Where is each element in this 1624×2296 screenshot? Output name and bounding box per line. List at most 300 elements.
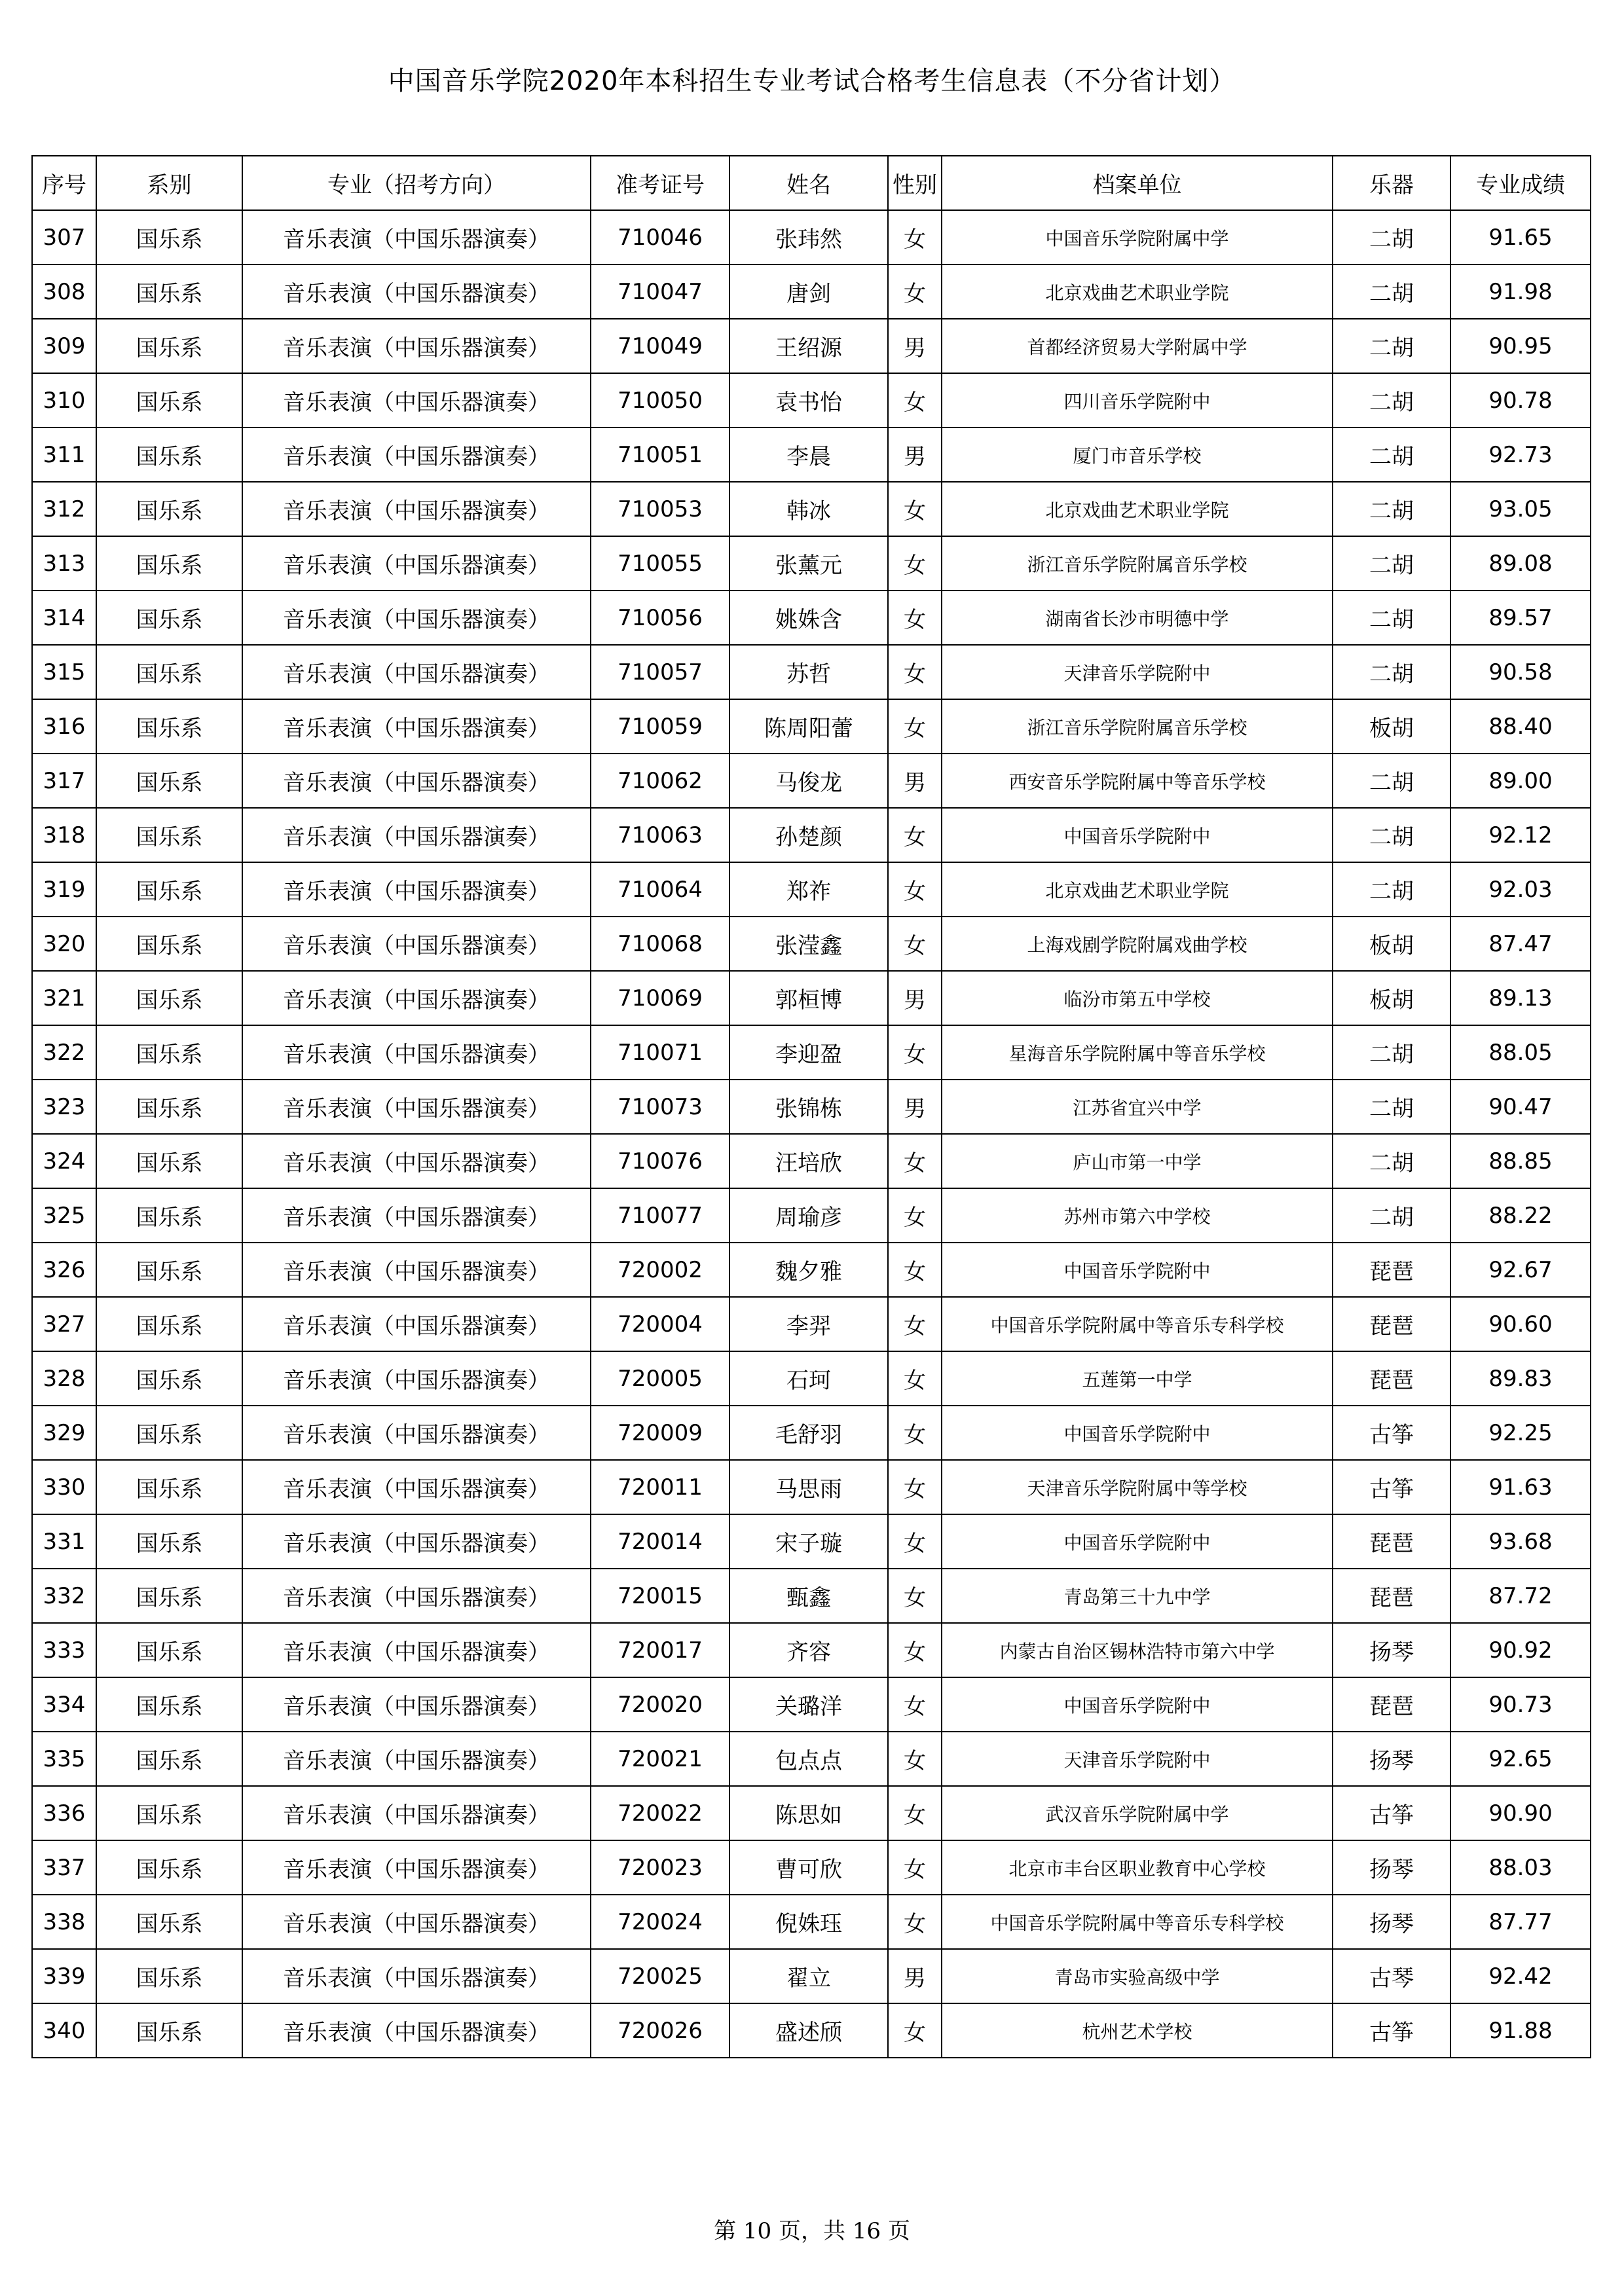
score-cell: 89.13 xyxy=(1450,971,1591,1025)
score-cell: 88.05 xyxy=(1450,1025,1591,1080)
instrument-cell: 扬琴 xyxy=(1333,1623,1450,1677)
major-cell: 音乐表演（中国乐器演奏） xyxy=(242,210,591,264)
exam-number-cell: 710073 xyxy=(591,1080,729,1134)
major-cell: 音乐表演（中国乐器演奏） xyxy=(242,1080,591,1134)
row-index-cell: 318 xyxy=(32,808,96,862)
gender-cell: 女 xyxy=(888,591,942,645)
name-cell: 李迎盈 xyxy=(729,1025,888,1080)
row-index-cell: 338 xyxy=(32,1895,96,1949)
exam-number-cell: 720011 xyxy=(591,1460,729,1514)
exam-number-cell: 720020 xyxy=(591,1677,729,1732)
exam-number-cell: 710071 xyxy=(591,1025,729,1080)
gender-cell: 女 xyxy=(888,1514,942,1569)
gender-cell: 女 xyxy=(888,917,942,971)
department-cell: 国乐系 xyxy=(96,645,242,699)
gender-cell: 女 xyxy=(888,264,942,319)
major-cell: 音乐表演（中国乐器演奏） xyxy=(242,319,591,373)
department-cell: 国乐系 xyxy=(96,754,242,808)
instrument-cell: 古琴 xyxy=(1333,1949,1450,2003)
department-cell: 国乐系 xyxy=(96,591,242,645)
name-cell: 包点点 xyxy=(729,1732,888,1786)
gender-cell: 女 xyxy=(888,1677,942,1732)
row-index-cell: 307 xyxy=(32,210,96,264)
score-cell: 90.95 xyxy=(1450,319,1591,373)
row-index-cell: 312 xyxy=(32,482,96,536)
score-cell: 92.25 xyxy=(1450,1406,1591,1460)
exam-number-cell: 720025 xyxy=(591,1949,729,2003)
archive-unit-cell: 中国音乐学院附中 xyxy=(942,1514,1333,1569)
instrument-cell: 二胡 xyxy=(1333,482,1450,536)
name-cell: 姚姝含 xyxy=(729,591,888,645)
exam-number-cell: 720005 xyxy=(591,1351,729,1406)
instrument-cell: 古筝 xyxy=(1333,1406,1450,1460)
archive-unit-cell: 天津音乐学院附中 xyxy=(942,645,1333,699)
archive-unit-cell: 江苏省宜兴中学 xyxy=(942,1080,1333,1134)
row-index-cell: 322 xyxy=(32,1025,96,1080)
table-row xyxy=(32,536,1591,591)
table-row xyxy=(32,917,1591,971)
department-cell: 国乐系 xyxy=(96,1514,242,1569)
major-cell: 音乐表演（中国乐器演奏） xyxy=(242,264,591,319)
gender-cell: 女 xyxy=(888,808,942,862)
instrument-cell: 板胡 xyxy=(1333,917,1450,971)
exam-number-cell: 710050 xyxy=(591,373,729,428)
name-cell: 陈周阳蕾 xyxy=(729,699,888,754)
department-cell: 国乐系 xyxy=(96,319,242,373)
name-cell: 张玮然 xyxy=(729,210,888,264)
table-row xyxy=(32,1297,1591,1351)
major-cell: 音乐表演（中国乐器演奏） xyxy=(242,1949,591,2003)
header-cell-name: 姓名 xyxy=(729,156,888,210)
table-row xyxy=(32,1351,1591,1406)
department-cell: 国乐系 xyxy=(96,917,242,971)
score-cell: 93.05 xyxy=(1450,482,1591,536)
instrument-cell: 琵琶 xyxy=(1333,1677,1450,1732)
exam-number-cell: 720002 xyxy=(591,1243,729,1297)
header-row xyxy=(32,156,1591,210)
archive-unit-cell: 北京戏曲艺术职业学院 xyxy=(942,482,1333,536)
exam-number-cell: 710062 xyxy=(591,754,729,808)
name-cell: 袁书怡 xyxy=(729,373,888,428)
major-cell: 音乐表演（中国乐器演奏） xyxy=(242,1895,591,1949)
name-cell: 宋子璇 xyxy=(729,1514,888,1569)
page-footer: 第 10 页，共 16 页 xyxy=(714,2218,910,2244)
row-index-cell: 317 xyxy=(32,754,96,808)
gender-cell: 男 xyxy=(888,754,942,808)
name-cell: 甄鑫 xyxy=(729,1569,888,1623)
department-cell: 国乐系 xyxy=(96,1025,242,1080)
instrument-cell: 二胡 xyxy=(1333,645,1450,699)
gender-cell: 女 xyxy=(888,1406,942,1460)
instrument-cell: 扬琴 xyxy=(1333,1732,1450,1786)
table-row xyxy=(32,808,1591,862)
name-cell: 郑祚 xyxy=(729,862,888,917)
exam-number-cell: 710047 xyxy=(591,264,729,319)
row-index-cell: 326 xyxy=(32,1243,96,1297)
exam-number-cell: 710068 xyxy=(591,917,729,971)
score-cell: 90.47 xyxy=(1450,1080,1591,1134)
score-cell: 88.85 xyxy=(1450,1134,1591,1188)
department-cell: 国乐系 xyxy=(96,1460,242,1514)
score-cell: 88.40 xyxy=(1450,699,1591,754)
exam-number-cell: 710051 xyxy=(591,428,729,482)
department-cell: 国乐系 xyxy=(96,428,242,482)
major-cell: 音乐表演（中国乐器演奏） xyxy=(242,808,591,862)
name-cell: 陈思如 xyxy=(729,1786,888,1840)
gender-cell: 女 xyxy=(888,1623,942,1677)
major-cell: 音乐表演（中国乐器演奏） xyxy=(242,373,591,428)
row-index-cell: 310 xyxy=(32,373,96,428)
score-cell: 87.47 xyxy=(1450,917,1591,971)
name-cell: 盛述颀 xyxy=(729,2003,888,2058)
row-index-cell: 313 xyxy=(32,536,96,591)
table-row xyxy=(32,2003,1591,2058)
instrument-cell: 扬琴 xyxy=(1333,1840,1450,1895)
gender-cell: 女 xyxy=(888,1895,942,1949)
row-index-cell: 321 xyxy=(32,971,96,1025)
table-row xyxy=(32,1569,1591,1623)
name-cell: 李晨 xyxy=(729,428,888,482)
archive-unit-cell: 中国音乐学院附中 xyxy=(942,1243,1333,1297)
name-cell: 张薰元 xyxy=(729,536,888,591)
department-cell: 国乐系 xyxy=(96,1623,242,1677)
archive-unit-cell: 中国音乐学院附属中学 xyxy=(942,210,1333,264)
row-index-cell: 311 xyxy=(32,428,96,482)
table-row xyxy=(32,1786,1591,1840)
gender-cell: 女 xyxy=(888,1243,942,1297)
row-index-cell: 320 xyxy=(32,917,96,971)
gender-cell: 女 xyxy=(888,210,942,264)
instrument-cell: 板胡 xyxy=(1333,699,1450,754)
department-cell: 国乐系 xyxy=(96,210,242,264)
major-cell: 音乐表演（中国乐器演奏） xyxy=(242,971,591,1025)
header-cell-exam-number: 准考证号 xyxy=(591,156,729,210)
row-index-cell: 308 xyxy=(32,264,96,319)
header-cell-index: 序号 xyxy=(32,156,96,210)
major-cell: 音乐表演（中国乐器演奏） xyxy=(242,1134,591,1188)
exam-number-cell: 710076 xyxy=(591,1134,729,1188)
department-cell: 国乐系 xyxy=(96,1406,242,1460)
instrument-cell: 古筝 xyxy=(1333,1786,1450,1840)
major-cell: 音乐表演（中国乐器演奏） xyxy=(242,1406,591,1460)
gender-cell: 女 xyxy=(888,1134,942,1188)
exam-number-cell: 720022 xyxy=(591,1786,729,1840)
gender-cell: 女 xyxy=(888,536,942,591)
row-index-cell: 331 xyxy=(32,1514,96,1569)
score-cell: 89.57 xyxy=(1450,591,1591,645)
row-index-cell: 336 xyxy=(32,1786,96,1840)
major-cell: 音乐表演（中国乐器演奏） xyxy=(242,1569,591,1623)
major-cell: 音乐表演（中国乐器演奏） xyxy=(242,1188,591,1243)
table-row xyxy=(32,1623,1591,1677)
table-row xyxy=(32,754,1591,808)
name-cell: 王绍源 xyxy=(729,319,888,373)
department-cell: 国乐系 xyxy=(96,536,242,591)
score-cell: 92.67 xyxy=(1450,1243,1591,1297)
name-cell: 张锦栋 xyxy=(729,1080,888,1134)
gender-cell: 女 xyxy=(888,1840,942,1895)
name-cell: 郭桓博 xyxy=(729,971,888,1025)
instrument-cell: 二胡 xyxy=(1333,754,1450,808)
score-cell: 89.08 xyxy=(1450,536,1591,591)
score-cell: 88.03 xyxy=(1450,1840,1591,1895)
table-row xyxy=(32,645,1591,699)
gender-cell: 女 xyxy=(888,1351,942,1406)
row-index-cell: 324 xyxy=(32,1134,96,1188)
table-row xyxy=(32,1514,1591,1569)
department-cell: 国乐系 xyxy=(96,808,242,862)
exam-number-cell: 710063 xyxy=(591,808,729,862)
table-row xyxy=(32,1732,1591,1786)
table-row xyxy=(32,210,1591,264)
table-row xyxy=(32,1406,1591,1460)
name-cell: 齐容 xyxy=(729,1623,888,1677)
department-cell: 国乐系 xyxy=(96,1949,242,2003)
score-cell: 91.88 xyxy=(1450,2003,1591,2058)
major-cell: 音乐表演（中国乐器演奏） xyxy=(242,1732,591,1786)
row-index-cell: 328 xyxy=(32,1351,96,1406)
department-cell: 国乐系 xyxy=(96,699,242,754)
row-index-cell: 332 xyxy=(32,1569,96,1623)
gender-cell: 男 xyxy=(888,319,942,373)
table-row xyxy=(32,1243,1591,1297)
exam-number-cell: 710069 xyxy=(591,971,729,1025)
name-cell: 唐剑 xyxy=(729,264,888,319)
row-index-cell: 315 xyxy=(32,645,96,699)
major-cell: 音乐表演（中国乐器演奏） xyxy=(242,2003,591,2058)
archive-unit-cell: 上海戏剧学院附属戏曲学校 xyxy=(942,917,1333,971)
score-cell: 92.03 xyxy=(1450,862,1591,917)
table-row xyxy=(32,319,1591,373)
instrument-cell: 琵琶 xyxy=(1333,1297,1450,1351)
score-cell: 90.73 xyxy=(1450,1677,1591,1732)
instrument-cell: 二胡 xyxy=(1333,319,1450,373)
instrument-cell: 二胡 xyxy=(1333,1134,1450,1188)
department-cell: 国乐系 xyxy=(96,1786,242,1840)
gender-cell: 女 xyxy=(888,1188,942,1243)
instrument-cell: 二胡 xyxy=(1333,808,1450,862)
score-cell: 91.65 xyxy=(1450,210,1591,264)
exam-number-cell: 720026 xyxy=(591,2003,729,2058)
gender-cell: 男 xyxy=(888,1949,942,2003)
name-cell: 李羿 xyxy=(729,1297,888,1351)
table-row xyxy=(32,1025,1591,1080)
table-row xyxy=(32,699,1591,754)
score-cell: 89.00 xyxy=(1450,754,1591,808)
archive-unit-cell: 五莲第一中学 xyxy=(942,1351,1333,1406)
score-cell: 90.90 xyxy=(1450,1786,1591,1840)
archive-unit-cell: 厦门市音乐学校 xyxy=(942,428,1333,482)
gender-cell: 女 xyxy=(888,482,942,536)
score-cell: 92.12 xyxy=(1450,808,1591,862)
header-cell-archive-unit: 档案单位 xyxy=(942,156,1333,210)
department-cell: 国乐系 xyxy=(96,1569,242,1623)
row-index-cell: 314 xyxy=(32,591,96,645)
header-cell-instrument: 乐器 xyxy=(1333,156,1450,210)
exam-number-cell: 710049 xyxy=(591,319,729,373)
gender-cell: 女 xyxy=(888,862,942,917)
exam-number-cell: 720014 xyxy=(591,1514,729,1569)
archive-unit-cell: 中国音乐学院附中 xyxy=(942,1677,1333,1732)
archive-unit-cell: 北京市丰台区职业教育中心学校 xyxy=(942,1840,1333,1895)
table-row xyxy=(32,373,1591,428)
name-cell: 马思雨 xyxy=(729,1460,888,1514)
department-cell: 国乐系 xyxy=(96,264,242,319)
score-cell: 90.78 xyxy=(1450,373,1591,428)
row-index-cell: 323 xyxy=(32,1080,96,1134)
score-cell: 90.60 xyxy=(1450,1297,1591,1351)
name-cell: 孙楚颜 xyxy=(729,808,888,862)
name-cell: 翟立 xyxy=(729,1949,888,2003)
instrument-cell: 二胡 xyxy=(1333,210,1450,264)
score-cell: 89.83 xyxy=(1450,1351,1591,1406)
score-cell: 90.92 xyxy=(1450,1623,1591,1677)
exam-number-cell: 710059 xyxy=(591,699,729,754)
instrument-cell: 二胡 xyxy=(1333,373,1450,428)
archive-unit-cell: 青岛第三十九中学 xyxy=(942,1569,1333,1623)
name-cell: 韩冰 xyxy=(729,482,888,536)
score-cell: 87.72 xyxy=(1450,1569,1591,1623)
archive-unit-cell: 中国音乐学院附中 xyxy=(942,808,1333,862)
major-cell: 音乐表演（中国乐器演奏） xyxy=(242,1460,591,1514)
archive-unit-cell: 北京戏曲艺术职业学院 xyxy=(942,264,1333,319)
exam-number-cell: 710056 xyxy=(591,591,729,645)
row-index-cell: 335 xyxy=(32,1732,96,1786)
table-row xyxy=(32,1080,1591,1134)
instrument-cell: 扬琴 xyxy=(1333,1895,1450,1949)
instrument-cell: 二胡 xyxy=(1333,1025,1450,1080)
department-cell: 国乐系 xyxy=(96,1080,242,1134)
instrument-cell: 板胡 xyxy=(1333,971,1450,1025)
gender-cell: 女 xyxy=(888,373,942,428)
name-cell: 汪培欣 xyxy=(729,1134,888,1188)
department-cell: 国乐系 xyxy=(96,1134,242,1188)
instrument-cell: 琵琶 xyxy=(1333,1514,1450,1569)
major-cell: 音乐表演（中国乐器演奏） xyxy=(242,482,591,536)
exam-number-cell: 710055 xyxy=(591,536,729,591)
major-cell: 音乐表演（中国乐器演奏） xyxy=(242,536,591,591)
major-cell: 音乐表演（中国乐器演奏） xyxy=(242,1351,591,1406)
row-index-cell: 319 xyxy=(32,862,96,917)
table-row xyxy=(32,264,1591,319)
instrument-cell: 二胡 xyxy=(1333,428,1450,482)
instrument-cell: 古筝 xyxy=(1333,1460,1450,1514)
major-cell: 音乐表演（中国乐器演奏） xyxy=(242,917,591,971)
header-cell-department: 系别 xyxy=(96,156,242,210)
score-cell: 92.65 xyxy=(1450,1732,1591,1786)
instrument-cell: 古筝 xyxy=(1333,2003,1450,2058)
name-cell: 张滢鑫 xyxy=(729,917,888,971)
department-cell: 国乐系 xyxy=(96,1840,242,1895)
archive-unit-cell: 四川音乐学院附中 xyxy=(942,373,1333,428)
name-cell: 关璐洋 xyxy=(729,1677,888,1732)
department-cell: 国乐系 xyxy=(96,2003,242,2058)
archive-unit-cell: 青岛市实验高级中学 xyxy=(942,1949,1333,2003)
major-cell: 音乐表演（中国乐器演奏） xyxy=(242,862,591,917)
exam-number-cell: 720021 xyxy=(591,1732,729,1786)
archive-unit-cell: 苏州市第六中学校 xyxy=(942,1188,1333,1243)
exam-number-cell: 710053 xyxy=(591,482,729,536)
table-row xyxy=(32,428,1591,482)
department-cell: 国乐系 xyxy=(96,1297,242,1351)
gender-cell: 男 xyxy=(888,1080,942,1134)
table-row xyxy=(32,1677,1591,1732)
instrument-cell: 二胡 xyxy=(1333,1188,1450,1243)
major-cell: 音乐表演（中国乐器演奏） xyxy=(242,428,591,482)
department-cell: 国乐系 xyxy=(96,1895,242,1949)
department-cell: 国乐系 xyxy=(96,1243,242,1297)
archive-unit-cell: 中国音乐学院附属中等音乐专科学校 xyxy=(942,1895,1333,1949)
table-row xyxy=(32,1949,1591,2003)
archive-unit-cell: 西安音乐学院附属中等音乐学校 xyxy=(942,754,1333,808)
row-index-cell: 327 xyxy=(32,1297,96,1351)
exam-number-cell: 720009 xyxy=(591,1406,729,1460)
row-index-cell: 316 xyxy=(32,699,96,754)
name-cell: 马俊龙 xyxy=(729,754,888,808)
major-cell: 音乐表演（中国乐器演奏） xyxy=(242,699,591,754)
score-cell: 88.22 xyxy=(1450,1188,1591,1243)
instrument-cell: 二胡 xyxy=(1333,264,1450,319)
score-cell: 93.68 xyxy=(1450,1514,1591,1569)
exam-number-cell: 710046 xyxy=(591,210,729,264)
score-cell: 90.58 xyxy=(1450,645,1591,699)
header-cell-score: 专业成绩 xyxy=(1450,156,1591,210)
exam-number-cell: 720017 xyxy=(591,1623,729,1677)
table-row xyxy=(32,1840,1591,1895)
row-index-cell: 333 xyxy=(32,1623,96,1677)
header-cell-major: 专业（招考方向） xyxy=(242,156,591,210)
table-row xyxy=(32,1895,1591,1949)
row-index-cell: 337 xyxy=(32,1840,96,1895)
table-row xyxy=(32,1134,1591,1188)
gender-cell: 女 xyxy=(888,1569,942,1623)
archive-unit-cell: 湖南省长沙市明德中学 xyxy=(942,591,1333,645)
name-cell: 毛舒羽 xyxy=(729,1406,888,1460)
archive-unit-cell: 中国音乐学院附属中等音乐专科学校 xyxy=(942,1297,1333,1351)
archive-unit-cell: 北京戏曲艺术职业学院 xyxy=(942,862,1333,917)
archive-unit-cell: 星海音乐学院附属中等音乐学校 xyxy=(942,1025,1333,1080)
table-row xyxy=(32,591,1591,645)
exam-number-cell: 720015 xyxy=(591,1569,729,1623)
row-index-cell: 325 xyxy=(32,1188,96,1243)
score-cell: 92.42 xyxy=(1450,1949,1591,2003)
gender-cell: 男 xyxy=(888,428,942,482)
score-cell: 91.98 xyxy=(1450,264,1591,319)
instrument-cell: 二胡 xyxy=(1333,591,1450,645)
gender-cell: 女 xyxy=(888,645,942,699)
archive-unit-cell: 临汾市第五中学校 xyxy=(942,971,1333,1025)
name-cell: 石珂 xyxy=(729,1351,888,1406)
major-cell: 音乐表演（中国乐器演奏） xyxy=(242,754,591,808)
table-row xyxy=(32,862,1591,917)
instrument-cell: 琵琶 xyxy=(1333,1243,1450,1297)
name-cell: 倪姝珏 xyxy=(729,1895,888,1949)
row-index-cell: 339 xyxy=(32,1949,96,2003)
gender-cell: 男 xyxy=(888,971,942,1025)
gender-cell: 女 xyxy=(888,1732,942,1786)
table-row xyxy=(32,1188,1591,1243)
row-index-cell: 330 xyxy=(32,1460,96,1514)
name-cell: 魏夕雅 xyxy=(729,1243,888,1297)
gender-cell: 女 xyxy=(888,1786,942,1840)
row-index-cell: 340 xyxy=(32,2003,96,2058)
row-index-cell: 334 xyxy=(32,1677,96,1732)
row-index-cell: 309 xyxy=(32,319,96,373)
archive-unit-cell: 庐山市第一中学 xyxy=(942,1134,1333,1188)
name-cell: 苏哲 xyxy=(729,645,888,699)
row-index-cell: 329 xyxy=(32,1406,96,1460)
exam-number-cell: 710057 xyxy=(591,645,729,699)
